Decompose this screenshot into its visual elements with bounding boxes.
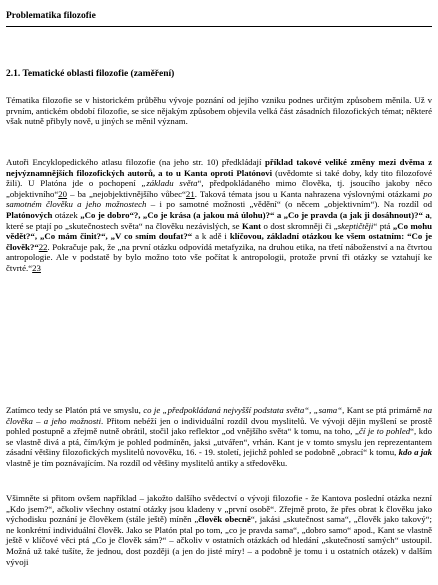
emphasis-italic: na člověka – a jeho možnosti — [6, 405, 432, 426]
paragraph-intro-text: Tématika filozofie se v historickém průběhu vývoje poznání od jejího vzniku podnes určitým způsobem měnila. Už v prvním, antickém období filozofie, se sice nějakým způsobem objevila velká část zásadních filozofických témat; některé však nutně přibyly nově, u jiných se měnil význam. — [6, 95, 432, 127]
text-run: (uvědomte si také doby, kdy tito filozofové žili). U Platóna jde o pochopení — [6, 167, 432, 189]
page-header-title: Problematika filozofie — [6, 11, 96, 21]
emphasis-bold: člověk obecně — [198, 514, 251, 525]
key-question: klíčovou, základní otázkou ke všem ostatním: “Co je člověk?“ — [6, 231, 432, 252]
text-run: o dost skromněji či „ — [261, 220, 338, 231]
section-heading: 2.1. Tematické oblasti filozofie (zaměření) — [6, 69, 175, 79]
text-run: – ba „nejobjektivnějšího vůbec“ — [67, 188, 186, 199]
text-run: Zatímco tedy se Platón ptá ve smyslu, — [6, 405, 144, 415]
text-run: “, předpokládaného mimo člověka, tj. jsoucího jakoby něco „objektivního“ — [6, 178, 432, 199]
text-run: “, kdo se vlastně divá a ptá, čím/kým je pohled podmíněn, jaksi „utvářen“, vrhán. Kant je v tomto smyslu jen reprezentantem zásadní většiny filozofických myslitelů novověku, 16. - 19. století, jejichž pohled se podobně „obrací“ k tomu, — [6, 426, 432, 458]
footnote-link-22[interactable]: 22 — [38, 241, 48, 252]
text-run: Všimněte si přitom ovšem například – jakožto dalšího svědectví o vývoji filozofie - že Kantova poslední otázka nezní „Kdo jsem?“, ačkoliv všechny ostatní otázky jsou kladeny v „první osobě“. Zřejmě proto, že přes obrat k člověku jako východisku poznání je člověkem (stále ještě) míněn „ — [6, 493, 432, 525]
kant-questions: „Co mohu vědět?“, „Co mám činit?“, „V co smím doufat?“ — [6, 220, 432, 242]
emphasis-bold: Platónových — [6, 209, 53, 220]
emphasis-italic: co je „předpokládaná nejvyšší podstata světa“, „sama“ — [143, 405, 343, 415]
emphasis-bold-italic: kdo a jak — [398, 447, 433, 458]
footnote-link-21[interactable]: 21 — [185, 188, 195, 199]
paragraph-intro — [6, 95, 432, 127]
text-run: , Kant se ptá primárně — [342, 405, 424, 415]
text-run: – i po samotné možnosti „vědění“ (o něcem „objektivním“). Na rozdíl od — [146, 199, 433, 210]
footnote-link-23[interactable]: 23 — [32, 262, 41, 273]
emphasis-italic: čí je to pohled — [358, 426, 411, 437]
text-run: , které se ptají po „skutečnostech světa“ na člověku nezávislých, se — [6, 209, 432, 231]
text-run: Autoři Encyklopedického atlasu filozofie (na jeho str. 10) předkládají — [6, 157, 265, 167]
footnote-link-20[interactable]: 20 — [58, 188, 68, 199]
text-run: vlastně je tím poznávajícím. Na rozdíl od většiny myslitelů antiky a středověku. — [6, 457, 288, 468]
plato-questions: „Co je dobro“?, „Co je krása (a jakou má úlohu)?“ a „Co je pravda (a jak ji dosáhnout)?“ a — [80, 209, 430, 220]
emphasis-italic: po samotném člověku a jeho možnostech — [6, 188, 432, 210]
paragraph-turn-of-view — [6, 405, 432, 469]
text-run: a k adě i — [192, 231, 230, 242]
text-run: . Pokračuje pak, že „na první otázku odpovídá metafyzika, na druhou etika, na třetí náboženství a na čtvrtou antropologie. Ale v podstatě by bylo možno toto vše počítat k antropologii, protože první tři otázky se vztahují ke čtvrté.“ — [6, 241, 432, 273]
text-run: “ ptá — [373, 220, 393, 231]
emphasis-italic: skeptičtěji — [337, 220, 374, 231]
text-run: “, jakási „skutečnost sama“, „člověk jako takový“; ne konkrétní individuální člověk. Jako se Platón ptal po tom, „co je pravda sama“, „dobro samo“ apod., Kant se vlastně ještě v klíčové věci ptá „Co je člověk sám?“ – ačkoliv v ostatních otázkách od hledání „skutečností samých“ ustoupil. Možná už také tušíte, že jednou, dost později (a jen do jisté míry! – a podobně je tomu i u ostatních otázek) v dalším vývoji — [6, 514, 433, 567]
emphasis-italic: „základu světa — [141, 178, 198, 189]
header-divider — [6, 26, 432, 27]
text-run: otázek — [52, 209, 81, 220]
paragraph-kant-plato — [6, 157, 432, 274]
text-run: . Taková témata jsou u Kanta nahrazena výslovnými otázkami — [194, 188, 424, 199]
kant-name: Kant — [242, 220, 262, 231]
paragraph-kant-last-question — [6, 493, 432, 567]
emphasis-bold: příklad takové veliké změny mezi dvěma z nejvýznamnějších filozofických autorů, a to u Kanta oproti Platónovi — [6, 157, 432, 178]
text-run: . Přitom nebéží jen o individuální rozdíl dvou myslitelů. Ve vývoji dějin myšlení se prostě pohled postupně a zřejmě nutně obrátil, stočil jako reflektor „od vnějšího světa“ k tomu, na toho, „ — [6, 415, 432, 437]
